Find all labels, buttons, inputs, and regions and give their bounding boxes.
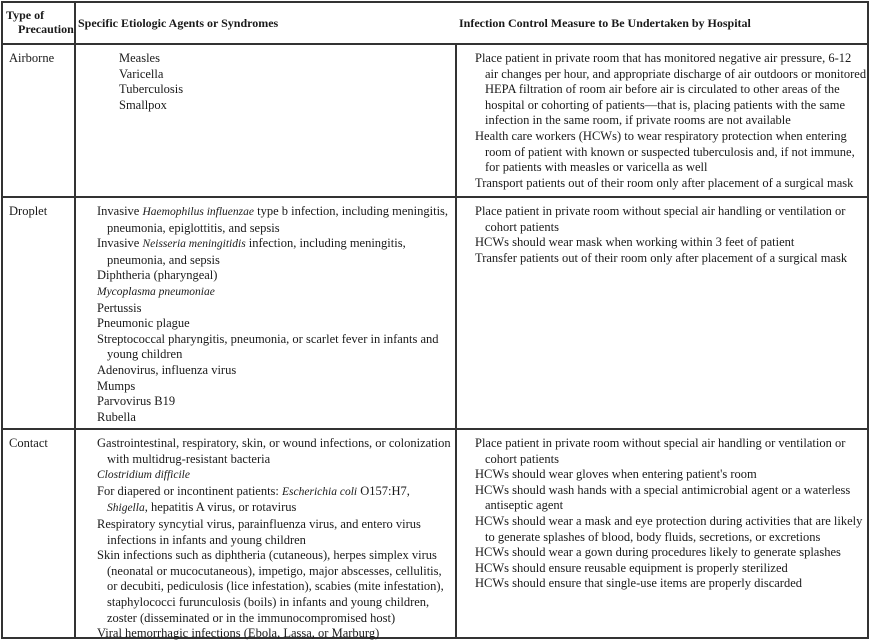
measures-list [475,51,867,191]
header-type-line2: Precaution [18,22,74,36]
header-type-line1: Type of [6,8,45,22]
agent-item: Mumps [97,378,136,393]
agent-item: Respiratory syncytial virus, parainfluenza virus, and entero virus infections in infants and young children [97,516,421,547]
measure-item: HCWs should ensure that single-use items are properly discarded [475,576,802,591]
agents-list [97,204,452,425]
precautions-table [1,1,869,639]
table-row-contact [3,430,867,639]
measure-item: HCWs should wash hands with a special antimicrobial agent or a waterless antiseptic agent [475,482,851,513]
agent-item: Skin infections such as diphtheria (cutaneous), herpes simplex virus (neonatal or mucocutaneous), impetigo, major abscesses, cellulitis, or decubiti, pediculosis (lice infestation), scabies (mite infestation), staphylococci furunculosis (boils) in infants and young children, zoster (disseminated or in the immunocompromised host) [97,548,444,625]
agent-item: Measles [119,51,160,65]
agent-item: Pneumonic plague [97,316,190,331]
agent-item: For diapered or incontinent patients: Escherichia coli O157:H7, Shigella, hepatitis A virus, or rotavirus [97,483,410,515]
table-header [3,3,867,45]
measure-item: Transfer patients out of their room only after placement of a surgical mask [475,250,848,265]
agent-item: Gastrointestinal, respiratory, skin, or wound infections, or colonization with multidrug-resistant bacteria [97,436,451,466]
measure-item: HCWs should wear a mask and eye protection during activities that are likely to generate splashes of blood, body fluids, secretions, or excretions [475,513,863,544]
header-agents: Specific Etiologic Agents or Syndromes [78,16,279,30]
agents-list [119,51,474,113]
measure-item: Place patient in private room without special air handling or ventilation or cohort patients [475,204,846,234]
measure-item: HCWs should ensure reusable equipment is properly sterilized [475,560,788,575]
measure-item: HCWs should wear a gown during procedures likely to generate splashes [475,545,841,560]
header-measures: Infection Control Measure to Be Undertaken by Hospital [459,16,751,30]
header-type-of-precaution [6,8,74,36]
column-divider [74,430,76,639]
agent-item: Invasive Haemophilus influenzae type b infection, including meningitis, pneumonia, epiglottitis, and sepsis [97,204,449,235]
measure-item: HCWs should wear gloves when entering patient's room [475,467,757,482]
agent-item: Varicella [119,66,164,81]
agent-item: Parvovirus B19 [97,394,176,409]
measures-list [475,436,867,592]
agent-item: Mycoplasma pneumoniae [97,285,215,298]
agent-item: Rubella [97,409,136,424]
column-divider [455,198,457,428]
table-row-droplet [3,198,867,430]
agent-item: Diphtheria (pharyngeal) [97,268,218,283]
column-divider [74,3,76,43]
measure-item: HCWs should wear mask when working within 3 feet of patient [475,235,795,250]
precaution-type: Contact [9,436,48,450]
agent-item: Tuberculosis [119,82,184,97]
measure-item: Transport patients out of their room only after placement of a surgical mask [475,175,854,190]
agents-list [97,436,452,642]
measure-item: Health care workers (HCWs) to wear respiratory protection when entering room of patient with known or suspected tuberculosis and, if not immune, for patients with measles or varicella as well [475,128,855,175]
agent-item: Pertussis [97,300,142,315]
column-divider [455,430,457,639]
measures-list [475,204,867,266]
agent-item: Clostridium difficile [97,469,190,482]
column-divider [74,45,76,196]
agent-item: Adenovirus, influenza virus [97,362,237,377]
measure-item: Place patient in private room that has monitored negative air pressure, 6-12 air changes per hour, and appropriate discharge of air outdoors or monitored HEPA filtration of room air before air is circulated to other areas of the hospital or cohorting of patients—that is, placing patients with the same infection in the same room, if private rooms are not available [475,51,867,128]
agent-item: Invasive Neisseria meningitidis infection, including meningitis, pneumonia, and sepsis [97,236,406,267]
measure-item: Place patient in private room without special air handling or ventilation or cohort patients [475,436,846,466]
table-row-airborne [3,45,867,198]
precaution-type: Droplet [9,204,48,218]
agent-item: Streptococcal pharyngitis, pneumonia, or scarlet fever in infants and young children [97,331,439,362]
precaution-type: Airborne [9,51,55,65]
column-divider [74,198,76,428]
agent-item: Viral hemorrhagic infections (Ebola, Lassa, or Marburg) [97,626,380,641]
agent-item: Smallpox [119,97,167,112]
